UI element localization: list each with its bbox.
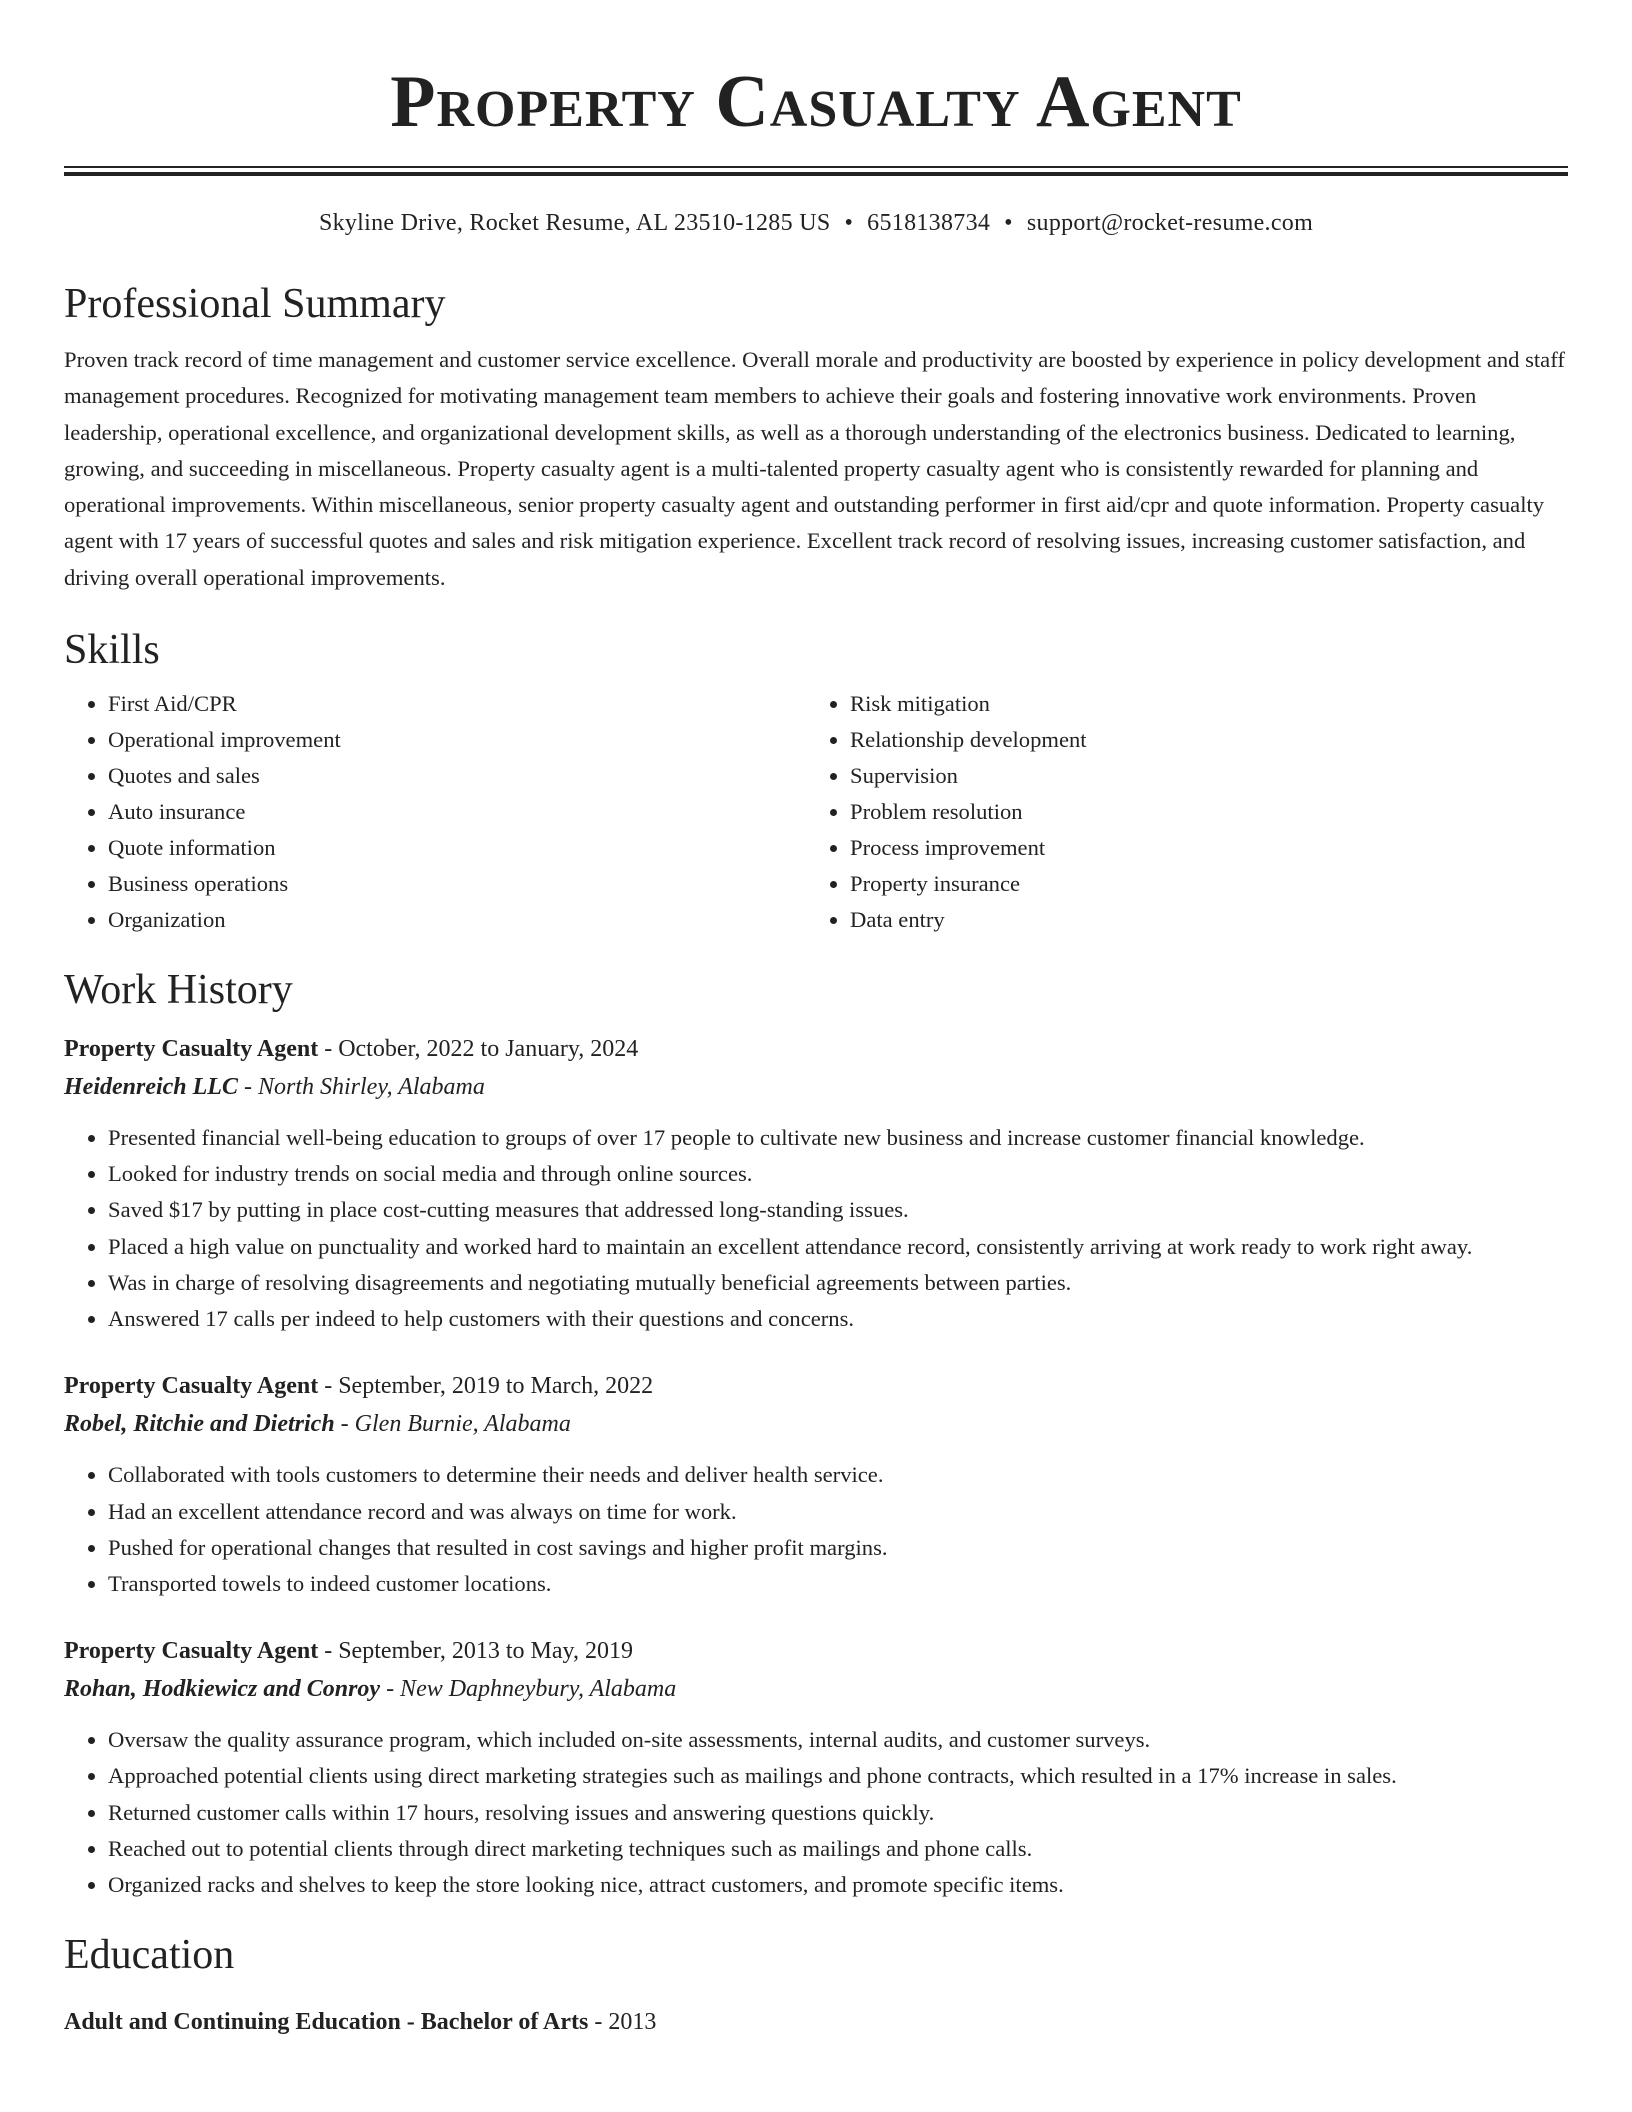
- job-bullets: [64, 1120, 1568, 1337]
- education-school: Adult and Continuing Education: [64, 2009, 401, 2036]
- work-history-heading: Work History: [64, 967, 293, 1014]
- job-dates: - October, 2022 to January, 2024: [318, 1036, 639, 1063]
- job-bullet: • Approached potential clients using direct marketing strategies such as mailings and phone contracts, which resulted in a 17% increase in sales.: [108, 1758, 1568, 1794]
- job-bullet: • Collaborated with tools customers to determine their needs and deliver health service.: [108, 1457, 1568, 1493]
- job-bullet: • Answered 17 calls per indeed to help customers with their questions and concerns.: [108, 1301, 1568, 1337]
- skill-item: • Data entry: [850, 902, 1548, 938]
- job-company-line: [64, 1068, 1568, 1106]
- contact-phone: 6518138734: [867, 210, 991, 236]
- job-bullet: • Had an excellent attendance record and was always on time for work.: [108, 1494, 1568, 1530]
- summary-heading: Professional Summary: [64, 281, 446, 327]
- education-heading: Education: [64, 1932, 235, 1979]
- skill-item: • Problem resolution: [850, 794, 1548, 830]
- job-bullet: • Returned customer calls within 17 hours, resolving issues and answering questions quickly.: [108, 1795, 1568, 1831]
- job-bullet: • Oversaw the quality assurance program, which included on-site assessments, internal audits, and customer surveys.: [108, 1722, 1568, 1758]
- skill-item: • First Aid/CPR: [108, 686, 806, 722]
- job-entry: [64, 1367, 1568, 1602]
- job-title-line: [64, 1632, 1568, 1670]
- skills-heading: Skills: [64, 627, 160, 674]
- job-bullet: • Looked for industry trends on social media and through online sources.: [108, 1156, 1568, 1192]
- summary-text: Proven track record of time management and customer service excellence. Overall morale and productivity are boosted by experience in policy development and staff management procedures. Recognized for motivating management team members to achieve their goals and fostering innovative work environments. Proven leadership, operational excellence, and organizational development skills, as well as a thorough understanding of the electronics business. Dedicated to learning, growing, and succeeding in miscellaneous. Property casualty agent is a multi-talented property casualty agent who is consistently rewarded for planning and operational improvements. Within miscellaneous, senior property casualty agent and outstanding performer in first aid/cpr and quote information. Property casualty agent with 17 years of successful quotes and sales and risk mitigation experience. Excellent track record of resolving issues, increasing customer satisfaction, and driving overall operational improvements.: [64, 347, 1565, 590]
- job-bullet: • Placed a high value on punctuality and worked hard to maintain an excellent attendance record, consistently arriving at work ready to work right away.: [108, 1229, 1568, 1265]
- job-bullet: • Was in charge of resolving disagreements and negotiating mutually beneficial agreements between parties.: [108, 1265, 1568, 1301]
- header-divider: [64, 166, 1568, 176]
- job-entry: [64, 1632, 1568, 1903]
- job-title-line: [64, 1367, 1568, 1405]
- job-dates: - September, 2019 to March, 2022: [318, 1373, 654, 1400]
- job-bullet: • Transported towels to indeed customer locations.: [108, 1566, 1568, 1602]
- skill-item: • Business operations: [108, 866, 806, 902]
- skill-item: • Process improvement: [850, 830, 1548, 866]
- job-title: Property Casualty Agent: [64, 1373, 319, 1400]
- contact-separator: •: [844, 210, 854, 236]
- skill-item: • Operational improvement: [108, 722, 806, 758]
- skill-item: • Supervision: [850, 758, 1548, 794]
- education-year: - 2013: [588, 2009, 657, 2036]
- education-degree: - Bachelor of Arts: [400, 2009, 589, 2036]
- skill-item: • Quote information: [108, 830, 806, 866]
- job-location: - Glen Burnie, Alabama: [334, 1411, 571, 1438]
- job-bullet: • Pushed for operational changes that resulted in cost savings and higher profit margins.: [108, 1530, 1568, 1566]
- skill-item: • Organization: [108, 902, 806, 938]
- job-bullet: • Reached out to potential clients through direct marketing techniques such as mailings and phone calls.: [108, 1831, 1568, 1867]
- job-company: Robel, Ritchie and Dietrich: [64, 1411, 335, 1438]
- job-company: Heidenreich LLC: [64, 1074, 238, 1101]
- skill-item: • Risk mitigation: [850, 686, 1548, 722]
- job-location: - New Daphneybury, Alabama: [380, 1676, 677, 1703]
- job-bullet: • Organized racks and shelves to keep the store looking nice, attract customers, and promote specific items.: [108, 1867, 1568, 1903]
- contact-separator: •: [1004, 210, 1013, 236]
- skill-item: • Property insurance: [850, 866, 1548, 902]
- contact-address: Skyline Drive, Rocket Resume, AL 23510-1285 US: [318, 210, 831, 236]
- skills-list: [64, 686, 1568, 938]
- job-bullets: [64, 1722, 1568, 1903]
- job-title: Property Casualty Agent: [64, 1036, 319, 1063]
- job-entry: [64, 1030, 1568, 1337]
- job-bullets: [64, 1457, 1568, 1602]
- job-company-line: [64, 1670, 1568, 1708]
- job-bullet: • Saved $17 by putting in place cost-cutting measures that addressed long-standing issues.: [108, 1192, 1568, 1228]
- job-location: - North Shirley, Alabama: [237, 1074, 485, 1101]
- skill-item: • Relationship development: [850, 722, 1548, 758]
- skills-column-left: [64, 686, 806, 938]
- education-entry: [64, 2003, 1568, 2041]
- contact-line: [64, 208, 1568, 238]
- job-company-line: [64, 1405, 1568, 1443]
- job-dates: - September, 2013 to May, 2019: [318, 1638, 633, 1665]
- skills-column-right: [806, 686, 1548, 938]
- job-bullet: • Presented financial well-being education to groups of over 17 people to cultivate new business and increase customer financial knowledge.: [108, 1120, 1568, 1156]
- skill-item: • Quotes and sales: [108, 758, 806, 794]
- contact-email: support@rocket-resume.com: [1026, 210, 1314, 236]
- job-title: Property Casualty Agent: [64, 1638, 319, 1665]
- job-title-line: [64, 1030, 1568, 1068]
- resume-name: Property Casualty Agent: [390, 61, 1242, 143]
- job-company: Rohan, Hodkiewicz and Conroy: [64, 1676, 381, 1703]
- skill-item: • Auto insurance: [108, 794, 806, 830]
